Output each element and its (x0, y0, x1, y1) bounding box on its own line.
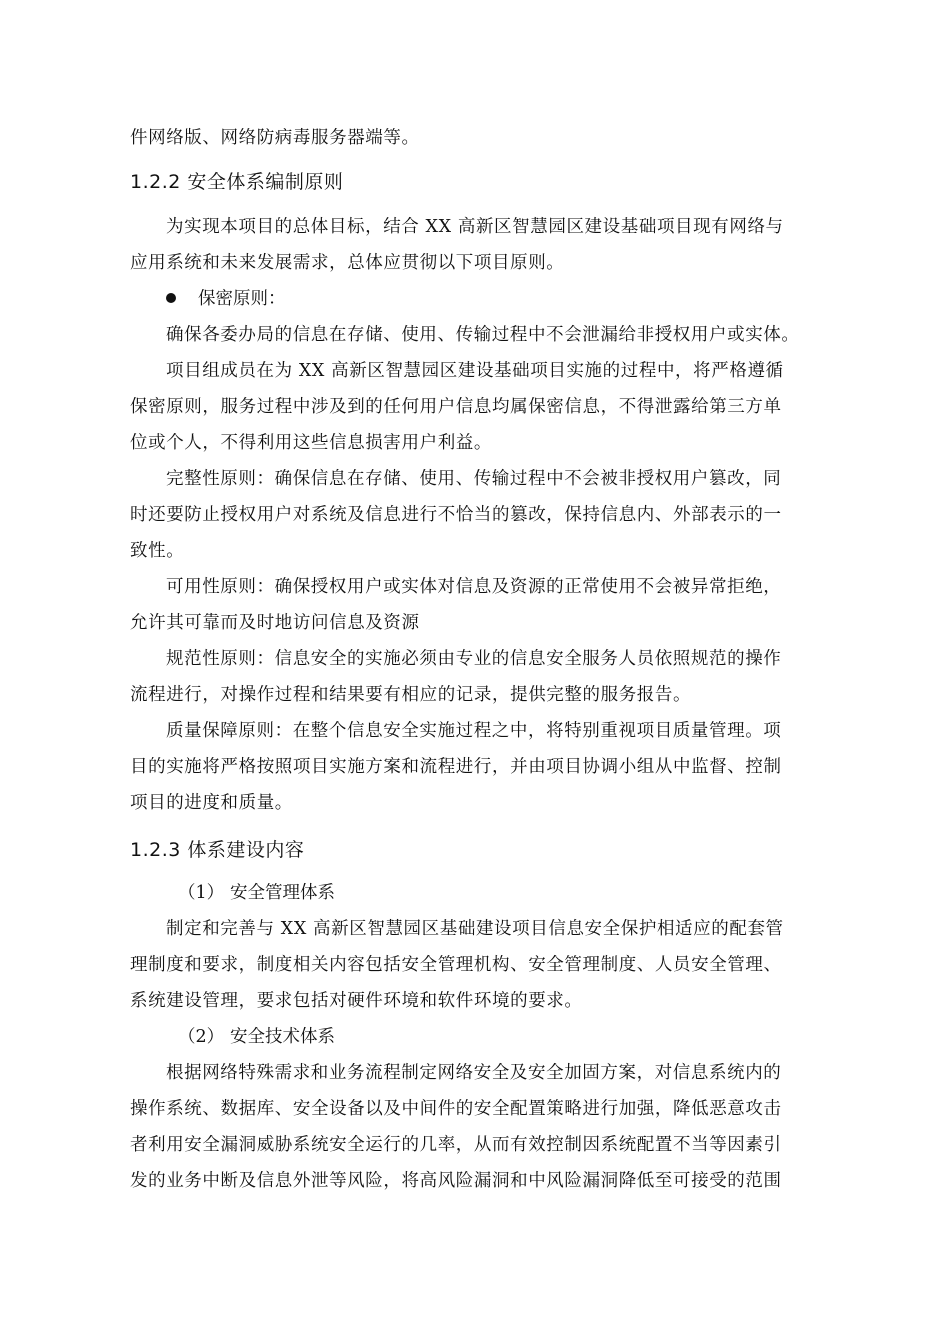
item-number: （1） (178, 883, 225, 903)
item-text: 安全技术体系 (230, 1027, 335, 1047)
paragraph-line: 目的实施将严格按照项目实施方案和流程进行，并由项目协调小组从中监督、控制 (130, 757, 782, 777)
paragraph-line: 制定和完善与 XX 高新区智慧园区基础建设项目信息安全保护相适应的配套管 (166, 919, 784, 939)
paragraph-line: 确保各委办局的信息在存储、使用、传输过程中不会泄漏给非授权用户或实体。 (166, 325, 800, 345)
paragraph-line: 发的业务中断及信息外泄等风险，将高风险漏洞和中风险漏洞降低至可接受的范围 (130, 1171, 782, 1191)
paragraph-line: 质量保障原则：在整个信息安全实施过程之中，将特别重视项目质量管理。项 (166, 721, 782, 741)
section-heading-1-2-2: 1.2.2 安全体系编制原则 (130, 171, 344, 193)
paragraph-line: 为实现本项目的总体目标，结合 XX 高新区智慧园区建设基础项目现有网络与 (166, 217, 784, 237)
bullet-dot-icon (166, 293, 176, 303)
item-number: （2） (178, 1027, 225, 1047)
paragraph-line: 保密原则，服务过程中涉及到的任何用户信息均属保密信息，不得泄露给第三方单 (130, 397, 782, 417)
paragraph-line: 根据网络特殊需求和业务流程制定网络安全及安全加固方案，对信息系统内的 (166, 1063, 782, 1083)
paragraph-line: 件网络版、网络防病毒服务器端等。 (130, 128, 420, 148)
section-heading-1-2-3: 1.2.3 体系建设内容 (130, 839, 305, 861)
bullet-text: 保密原则： (198, 289, 286, 309)
numbered-item (178, 1024, 335, 1050)
paragraph-line: 规范性原则：信息安全的实施必须由专业的信息安全服务人员依照规范的操作 (166, 649, 782, 669)
paragraph-line: 项目的进度和质量。 (130, 793, 293, 813)
paragraph-line: 允许其可靠而及时地访问信息及资源 (130, 613, 420, 633)
paragraph-line: 位或个人，不得利用这些信息损害用户利益。 (130, 433, 492, 453)
paragraph-line: 应用系统和未来发展需求，总体应贯彻以下项目原则。 (130, 253, 565, 273)
paragraph-line: 流程进行，对操作过程和结果要有相应的记录，提供完整的服务报告。 (130, 685, 692, 705)
paragraph-line: 完整性原则：确保信息在存储、使用、传输过程中不会被非授权用户篡改，同 (166, 469, 782, 489)
paragraph-line: 者利用安全漏洞威胁系统安全运行的几率，从而有效控制因系统配置不当等因素引 (130, 1135, 782, 1155)
paragraph-line: 时还要防止授权用户对系统及信息进行不恰当的篡改，保持信息内、外部表示的一 (130, 505, 782, 525)
paragraph-line: 项目组成员在为 XX 高新区智慧园区建设基础项目实施的过程中，将严格遵循 (166, 361, 784, 381)
paragraph-line: 系统建设管理，要求包括对硬件环境和软件环境的要求。 (130, 991, 583, 1011)
paragraph-line: 致性。 (130, 541, 185, 561)
paragraph-line: 操作系统、数据库、安全设备以及中间件的安全配置策略进行加强，降低恶意攻击 (130, 1099, 782, 1119)
paragraph-line: 理制度和要求，制度相关内容包括安全管理机构、安全管理制度、人员安全管理、 (130, 955, 782, 975)
bullet-item (166, 286, 286, 312)
item-text: 安全管理体系 (230, 883, 335, 903)
paragraph-line: 可用性原则：确保授权用户或实体对信息及资源的正常使用不会被异常拒绝， (166, 577, 782, 597)
numbered-item (178, 880, 335, 906)
